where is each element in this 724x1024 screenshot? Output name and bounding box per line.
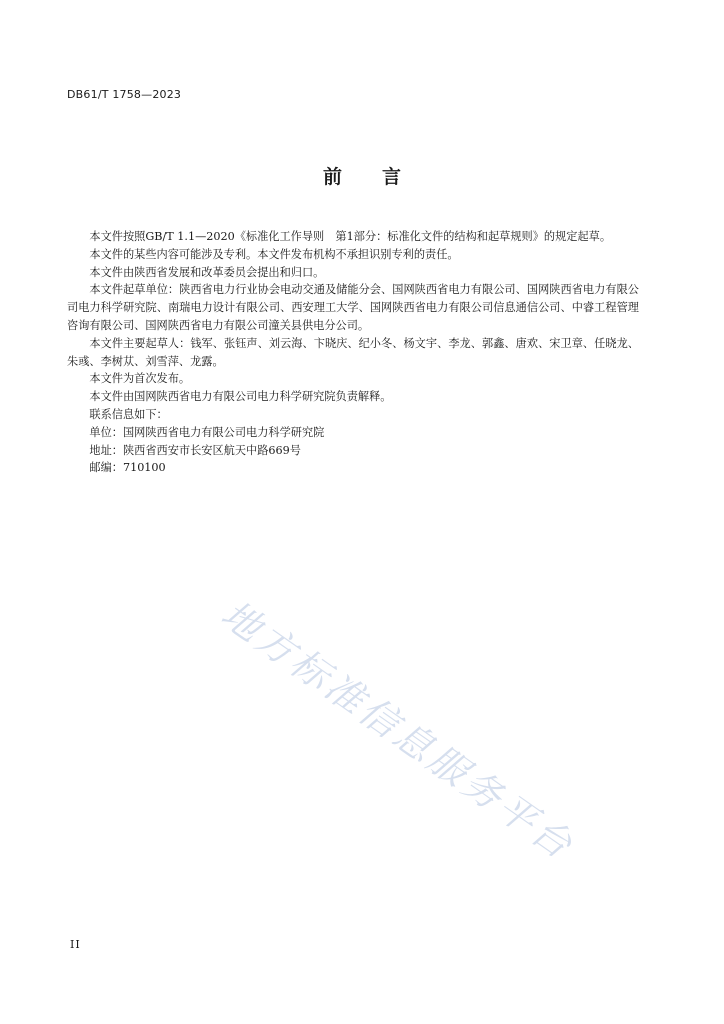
- paragraph-contact-address: 地址：陕西省西安市长安区航天中路669号: [89, 443, 301, 457]
- paragraph-patent-notice: 本文件的某些内容可能涉及专利。本文件发布机构不承担识别专利的责任。: [89, 247, 459, 261]
- paragraph-drafting-rules: 本文件按照GB/T 1.1—2020《标准化工作导则 第1部分：标准化文件的结构和起草规则》的规定起草。: [89, 230, 612, 243]
- page-number: II: [70, 938, 81, 951]
- paragraph-first-release: 本文件为首次发布。: [89, 372, 191, 386]
- paragraph-contact-postcode: 邮编：710100: [89, 461, 166, 475]
- page-title: 前言: [322, 166, 441, 188]
- standard-code: DB61/T 1758—2023: [67, 88, 182, 101]
- paragraph-drafters: 本文件主要起草人：钱军、张钰声、刘云海、卞晓庆、纪小冬、杨文宇、李龙、郭鑫、唐欢、宋卫章、任晓龙、朱彧、李树苁、刘雪萍、龙露。: [67, 336, 639, 368]
- paragraph-contact-heading: 联系信息如下：: [89, 407, 168, 421]
- paragraph-interpretation: 本文件由国网陕西省电力有限公司电力科学研究院负责解释。: [89, 390, 392, 404]
- watermark: 地方标准信息服务平台: [213, 591, 583, 869]
- paragraph-drafting-units: 本文件起草单位：陕西省电力行业协会电动交通及储能分会、国网陕西省电力有限公司、国网陕西省电力有限公司电力科学研究院、南瑞电力设计有限公司、西安理工大学、国网陕西省电力有限公司信息通信公司、中睿工程管理咨询有限公司、国网陕西省电力有限公司潼关县供电分公司。: [67, 283, 639, 332]
- foreword-body: [67, 228, 639, 477]
- paragraph-contact-unit: 单位：国网陕西省电力有限公司电力科学研究院: [89, 425, 325, 439]
- paragraph-proposer: 本文件由陕西省发展和改革委员会提出和归口。: [89, 265, 325, 279]
